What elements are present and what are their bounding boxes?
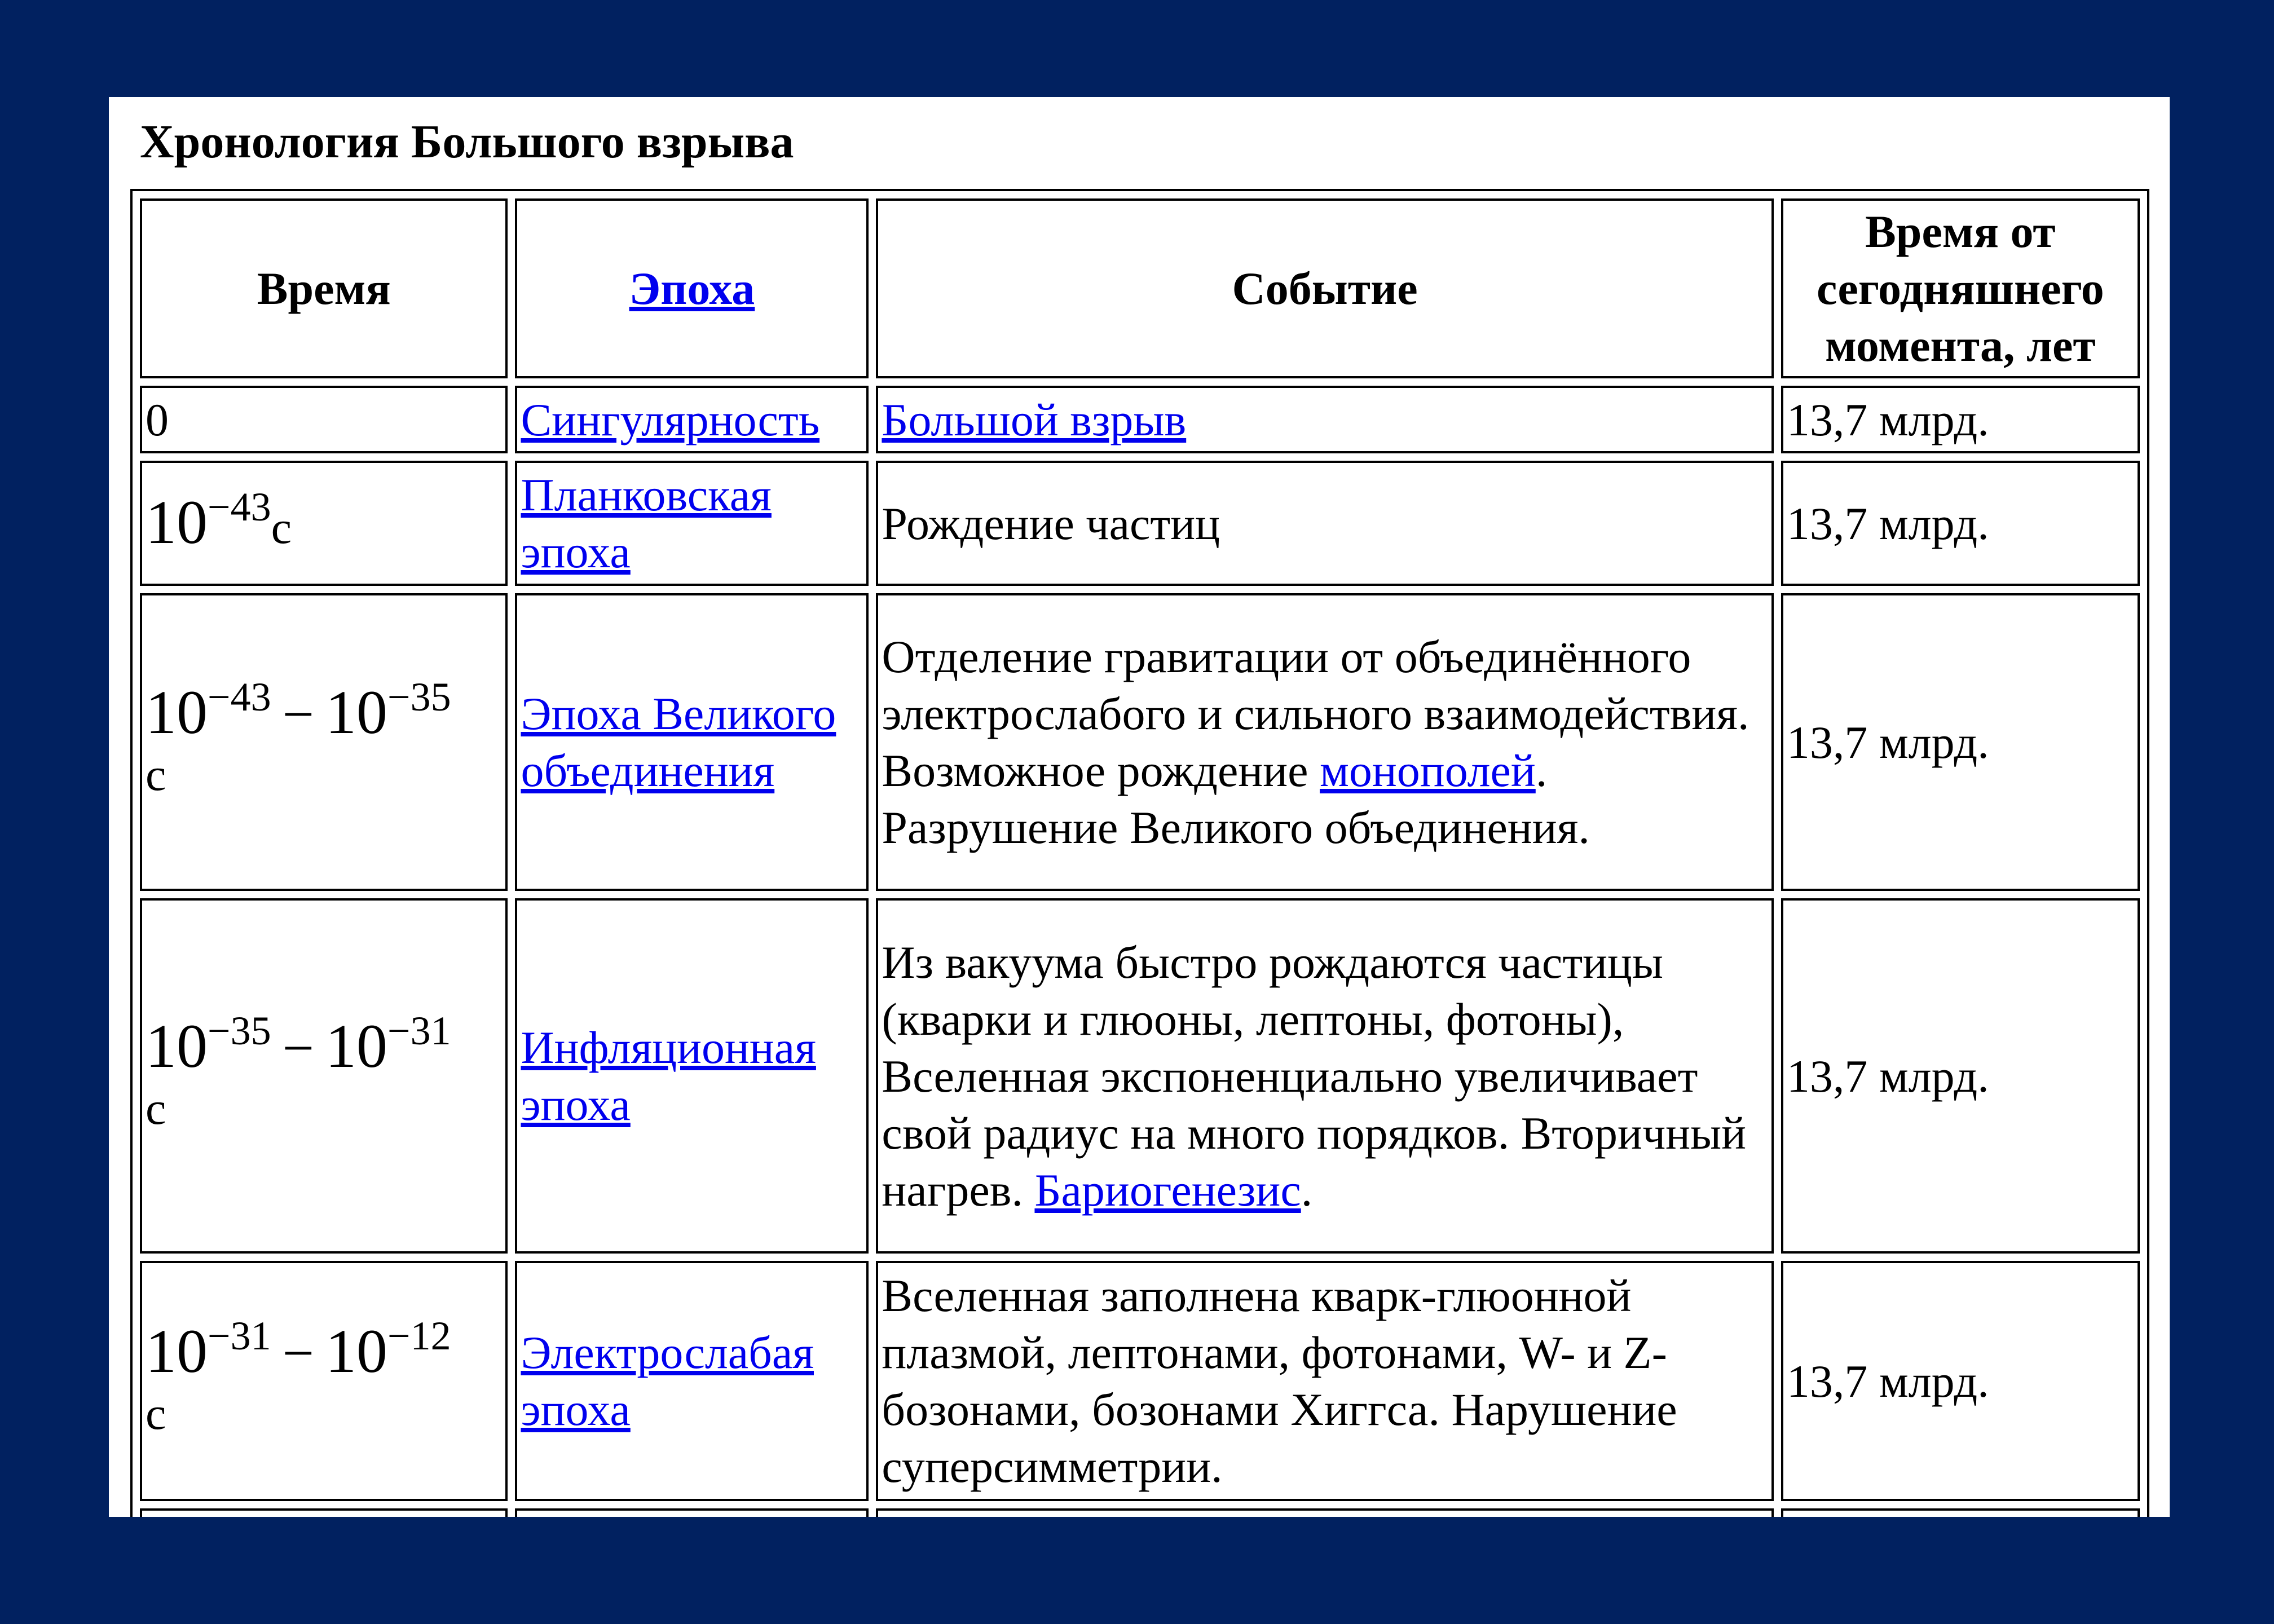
time-unit: с [271, 501, 292, 553]
event-cell [876, 386, 1773, 453]
event-cell: Отделение гравитации от объединённого электрослабого и сильного взаимодействия. Возможное рождение монополей. Разрушение Великого объединения. [876, 593, 1773, 891]
time-formula: $10^{-43}$ [146, 484, 271, 557]
time-formula: $10^{-43} - 10^{-35}$ [146, 674, 451, 747]
header-time-ago: Время от сегодняшнего момента, лет [1781, 198, 2140, 378]
time-unit: с [146, 1388, 166, 1439]
epoch-cell [515, 593, 869, 891]
epoch-link[interactable]: Планковская эпоха [521, 469, 772, 577]
time-formula: $10^{-31} - 10^{-12}$ [146, 1313, 451, 1385]
time-formula: $10^{-35} - 10^{-31}$ [146, 1008, 451, 1080]
table-row [140, 461, 2140, 586]
event-cell: Из вакуума быстро рождаются частицы (кварки и глюоны, лептоны, фотоны), Вселенная экспоненциально увеличивает свой радиус на много порядков. Вторичный нагрев. Бариогенезис. [876, 898, 1773, 1254]
table-row [140, 898, 2140, 1254]
table-row [140, 386, 2140, 453]
event-link[interactable]: Бариогенезис [1034, 1164, 1301, 1216]
event-cell [876, 1508, 1773, 1517]
header-epoch-link[interactable]: Эпоха [629, 263, 755, 314]
header-epoch [515, 198, 869, 378]
header-event: Событие [876, 198, 1773, 378]
time-value: 0 [146, 394, 169, 445]
time-ago-cell: 13,7 млрд. [1781, 1261, 2140, 1501]
event-cell: Вселенная заполнена кварк-глюонной плазмой, лептонами, фотонами, W- и Z-бозонами, бозонами Хиггса. Нарушение суперсимметрии. [876, 1261, 1773, 1501]
epoch-cell [515, 1261, 869, 1501]
time-cell [140, 461, 508, 586]
header-time: Время [140, 198, 508, 378]
epoch-cell [515, 898, 869, 1254]
table-row [140, 593, 2140, 891]
timeline-table [130, 189, 2149, 1517]
time-cell [140, 1508, 508, 1517]
event-cell: Рождение частиц [876, 461, 1773, 586]
epoch-cell [515, 1508, 869, 1517]
event-link[interactable]: монополей [1320, 745, 1536, 796]
time-ago-cell: 13,7 млрд. [1781, 593, 2140, 891]
epoch-cell [515, 461, 869, 586]
event-link[interactable]: Большой взрыв [882, 394, 1187, 445]
time-unit: с [146, 749, 166, 800]
time-cell [140, 1261, 508, 1501]
time-cell [140, 386, 508, 453]
epoch-link[interactable]: Электрослабая эпоха [521, 1327, 814, 1435]
epoch-link[interactable]: Эпоха Великого объединения [521, 688, 836, 796]
epoch-cell [515, 386, 869, 453]
time-cell [140, 898, 508, 1254]
page-title: Хронология Большого взрыва [140, 116, 794, 168]
document-page [109, 97, 2170, 1517]
time-ago-cell [1781, 1508, 2140, 1517]
time-ago-cell: 13,7 млрд. [1781, 461, 2140, 586]
time-unit: с [146, 1083, 166, 1134]
table-header-row [140, 198, 2140, 378]
time-ago-cell: 13,7 млрд. [1781, 386, 2140, 453]
table-row [140, 1261, 2140, 1501]
epoch-link[interactable]: Сингулярность [521, 394, 820, 445]
table-row-partial [140, 1508, 2140, 1517]
time-ago-cell: 13,7 млрд. [1781, 898, 2140, 1254]
time-cell [140, 593, 508, 891]
epoch-link[interactable]: Инфляционная эпоха [521, 1022, 816, 1130]
